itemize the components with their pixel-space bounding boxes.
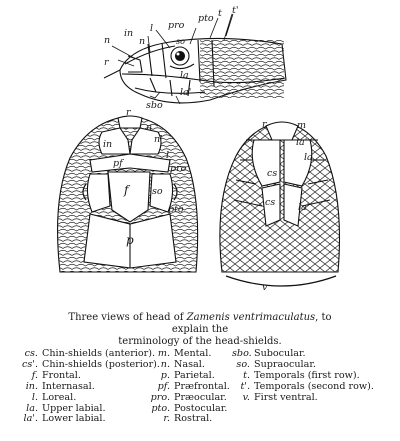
caption-prefix: Three views of head of: [68, 312, 187, 323]
label-side-t: t: [218, 8, 222, 19]
legend-column-1: [14, 349, 160, 425]
legend-column-3: [232, 349, 374, 404]
legend-abbr: cs'.: [22, 358, 38, 370]
label-top-f: f: [124, 183, 129, 197]
legend-abbr: la.: [26, 402, 38, 414]
legend-text: Nasal.: [174, 358, 205, 370]
label-top-in: in: [103, 139, 113, 150]
legend-row: [14, 414, 160, 425]
label-top-pf: pf: [113, 158, 123, 169]
label-side-la: la: [180, 70, 189, 81]
legend-text: Chin-shields (anterior).: [42, 348, 156, 359]
legend-text: Frontal.: [42, 369, 81, 381]
legend-text: Rostral.: [174, 413, 213, 425]
legend-text: Internasal.: [42, 380, 95, 392]
label-under-cs2: cs: [265, 197, 276, 208]
legend-abbr: l.: [31, 391, 38, 403]
label-under-laprime1: la': [296, 137, 308, 148]
label-side-sbo: sbo: [146, 100, 163, 111]
legend-text: Loreal.: [42, 391, 77, 403]
legend-abbr: f.: [31, 369, 38, 381]
legend-abbr: pto.: [151, 402, 170, 414]
legend-text: Præfrontal.: [174, 380, 230, 392]
legend-abbr: t'.: [240, 380, 250, 392]
underside-view-head: [220, 122, 340, 286]
label-side-pto: pto: [198, 13, 214, 24]
legend-abbr: la'.: [23, 413, 38, 425]
label-under-la: la: [304, 152, 313, 163]
legend-text: Postocular.: [174, 402, 228, 414]
legend-text: Mental.: [174, 348, 212, 359]
label-side-l: l: [150, 23, 154, 34]
label-top-pto: pto: [168, 204, 184, 215]
legend-text: Supraocular.: [254, 358, 316, 370]
legend-text: Lower labial.: [42, 413, 106, 425]
legend-text: Chin-shields (posterior).: [42, 358, 160, 370]
label-top-nprime: n': [154, 134, 163, 145]
legend-abbr: so.: [236, 358, 250, 370]
legend-abbr: p.: [160, 369, 170, 381]
legend-abbr: pro.: [150, 391, 170, 403]
label-top-l: l: [166, 150, 170, 161]
label-side-r: r: [104, 57, 109, 68]
legend-abbr: in.: [25, 380, 38, 392]
label-side-n1: n: [104, 35, 111, 46]
legend-text: First ventral.: [254, 391, 318, 403]
label-side-in: in: [124, 28, 134, 39]
label-top-n: n: [146, 122, 153, 133]
label-top-p: p: [126, 233, 134, 247]
label-top-so: so: [152, 186, 163, 197]
label-side-laprime: la': [180, 87, 192, 98]
legend-abbr: sbo.: [232, 348, 252, 359]
legend-text: Temporals (second row).: [254, 380, 374, 392]
label-side-so: so: [176, 37, 185, 46]
legend-text: Præocular.: [174, 391, 227, 403]
label-under-m: m: [297, 120, 307, 131]
label-side-pro: pro: [168, 20, 185, 31]
caption-species: Zamenis ventrimaculatus: [186, 312, 316, 323]
legend-text: Subocular.: [254, 348, 306, 359]
caption-line2: terminology of the head-shields.: [118, 336, 282, 347]
label-under-v: v: [262, 282, 268, 293]
legend-abbr: m.: [157, 348, 170, 359]
legend-abbr: r.: [163, 413, 170, 425]
label-side-tprime: t': [232, 5, 239, 16]
legend-abbr: cs.: [24, 348, 38, 359]
legend-column-2: [146, 349, 230, 425]
legend-text: Temporals (first row).: [254, 369, 360, 381]
label-top-r: r: [126, 107, 131, 118]
figure-caption: [50, 312, 350, 348]
label-side-n2: n: [139, 36, 146, 47]
legend-abbr: n.: [160, 358, 170, 370]
label-top-pro: pro: [170, 163, 187, 174]
legend-text: Upper labial.: [42, 402, 106, 414]
caption-suffix: , to explain the: [171, 312, 332, 335]
legend-row: [14, 382, 160, 393]
legend-abbr: v.: [242, 391, 250, 403]
legend-abbr: t.: [243, 369, 250, 381]
legend-row: [146, 414, 230, 425]
legend-text: Parietal.: [174, 369, 215, 381]
legend-abbr: pf.: [157, 380, 170, 392]
legend-row: [232, 393, 374, 404]
label-under-r: r: [262, 119, 267, 130]
label-under-laprime2: la': [298, 202, 310, 213]
label-under-cs1: cs: [267, 168, 278, 179]
